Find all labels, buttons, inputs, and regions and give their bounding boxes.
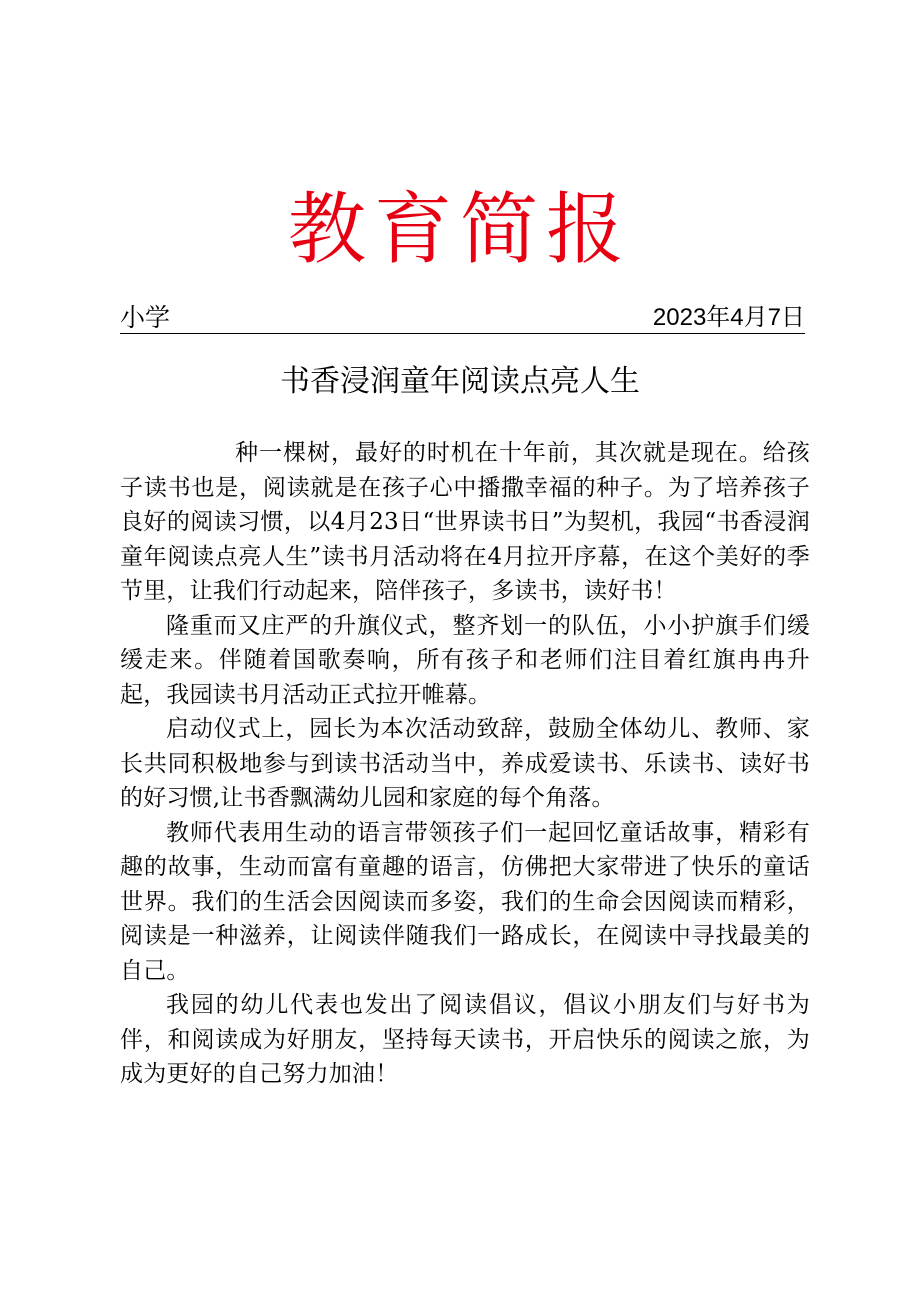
issue-date: 2023年4月7日	[652, 304, 805, 331]
article-paragraph: 启动仪式上，园长为本次活动致辞，鼓励全体幼儿、教师、家长共同积极地参与到读书活动当中，养成爱读书、乐读书、读好书的好习惯,让书香飘满幼儿园和家庭的每个角落。	[120, 716, 810, 811]
header-info-line	[120, 300, 805, 334]
article-paragraph: 种一棵树，最好的时机在十年前，其次就是现在。给孩子读书也是，阅读就是在孩子心中播撒幸福的种子。为了培养孩子良好的阅读习惯，以4月23日“世界读书日”为契机，我园“书香浸润童年阅读点亮人生”读书月活动将在4月拉开序幕，在这个美好的季节里，让我们行动起来，陪伴孩子，多读书，读好书！	[120, 440, 810, 604]
newsletter-masthead: 教育简报	[287, 185, 632, 275]
article-paragraph: 教师代表用生动的语言带领孩子们一起回忆童话故事，精彩有趣的故事，生动而富有童趣的语言，仿佛把大家带进了快乐的童话世界。我们的生活会因阅读而多姿，我们的生命会因阅读而精彩，阅读是一种滋养，让阅读伴随我们一路成长，在阅读中寻找最美的自己。	[120, 819, 810, 984]
school-name: 小学	[120, 303, 171, 332]
article-body	[120, 436, 810, 1092]
article-paragraph: 我园的幼儿代表也发出了阅读倡议，倡议小朋友们与好书为伴，和阅读成为好朋友，坚持每天读书，开启快乐的阅读之旅，为成为更好的自己努力加油！	[120, 992, 810, 1087]
article-headline: 书香浸润童年阅读点亮人生	[280, 364, 640, 399]
article-paragraph: 隆重而又庄严的升旗仪式，整齐划一的队伍，小小护旗手们缓缓走来。伴随着国歌奏响，所有孩子和老师们注目着红旗冉冉升起，我园读书月活动正式拉开帷幕。	[120, 612, 810, 708]
